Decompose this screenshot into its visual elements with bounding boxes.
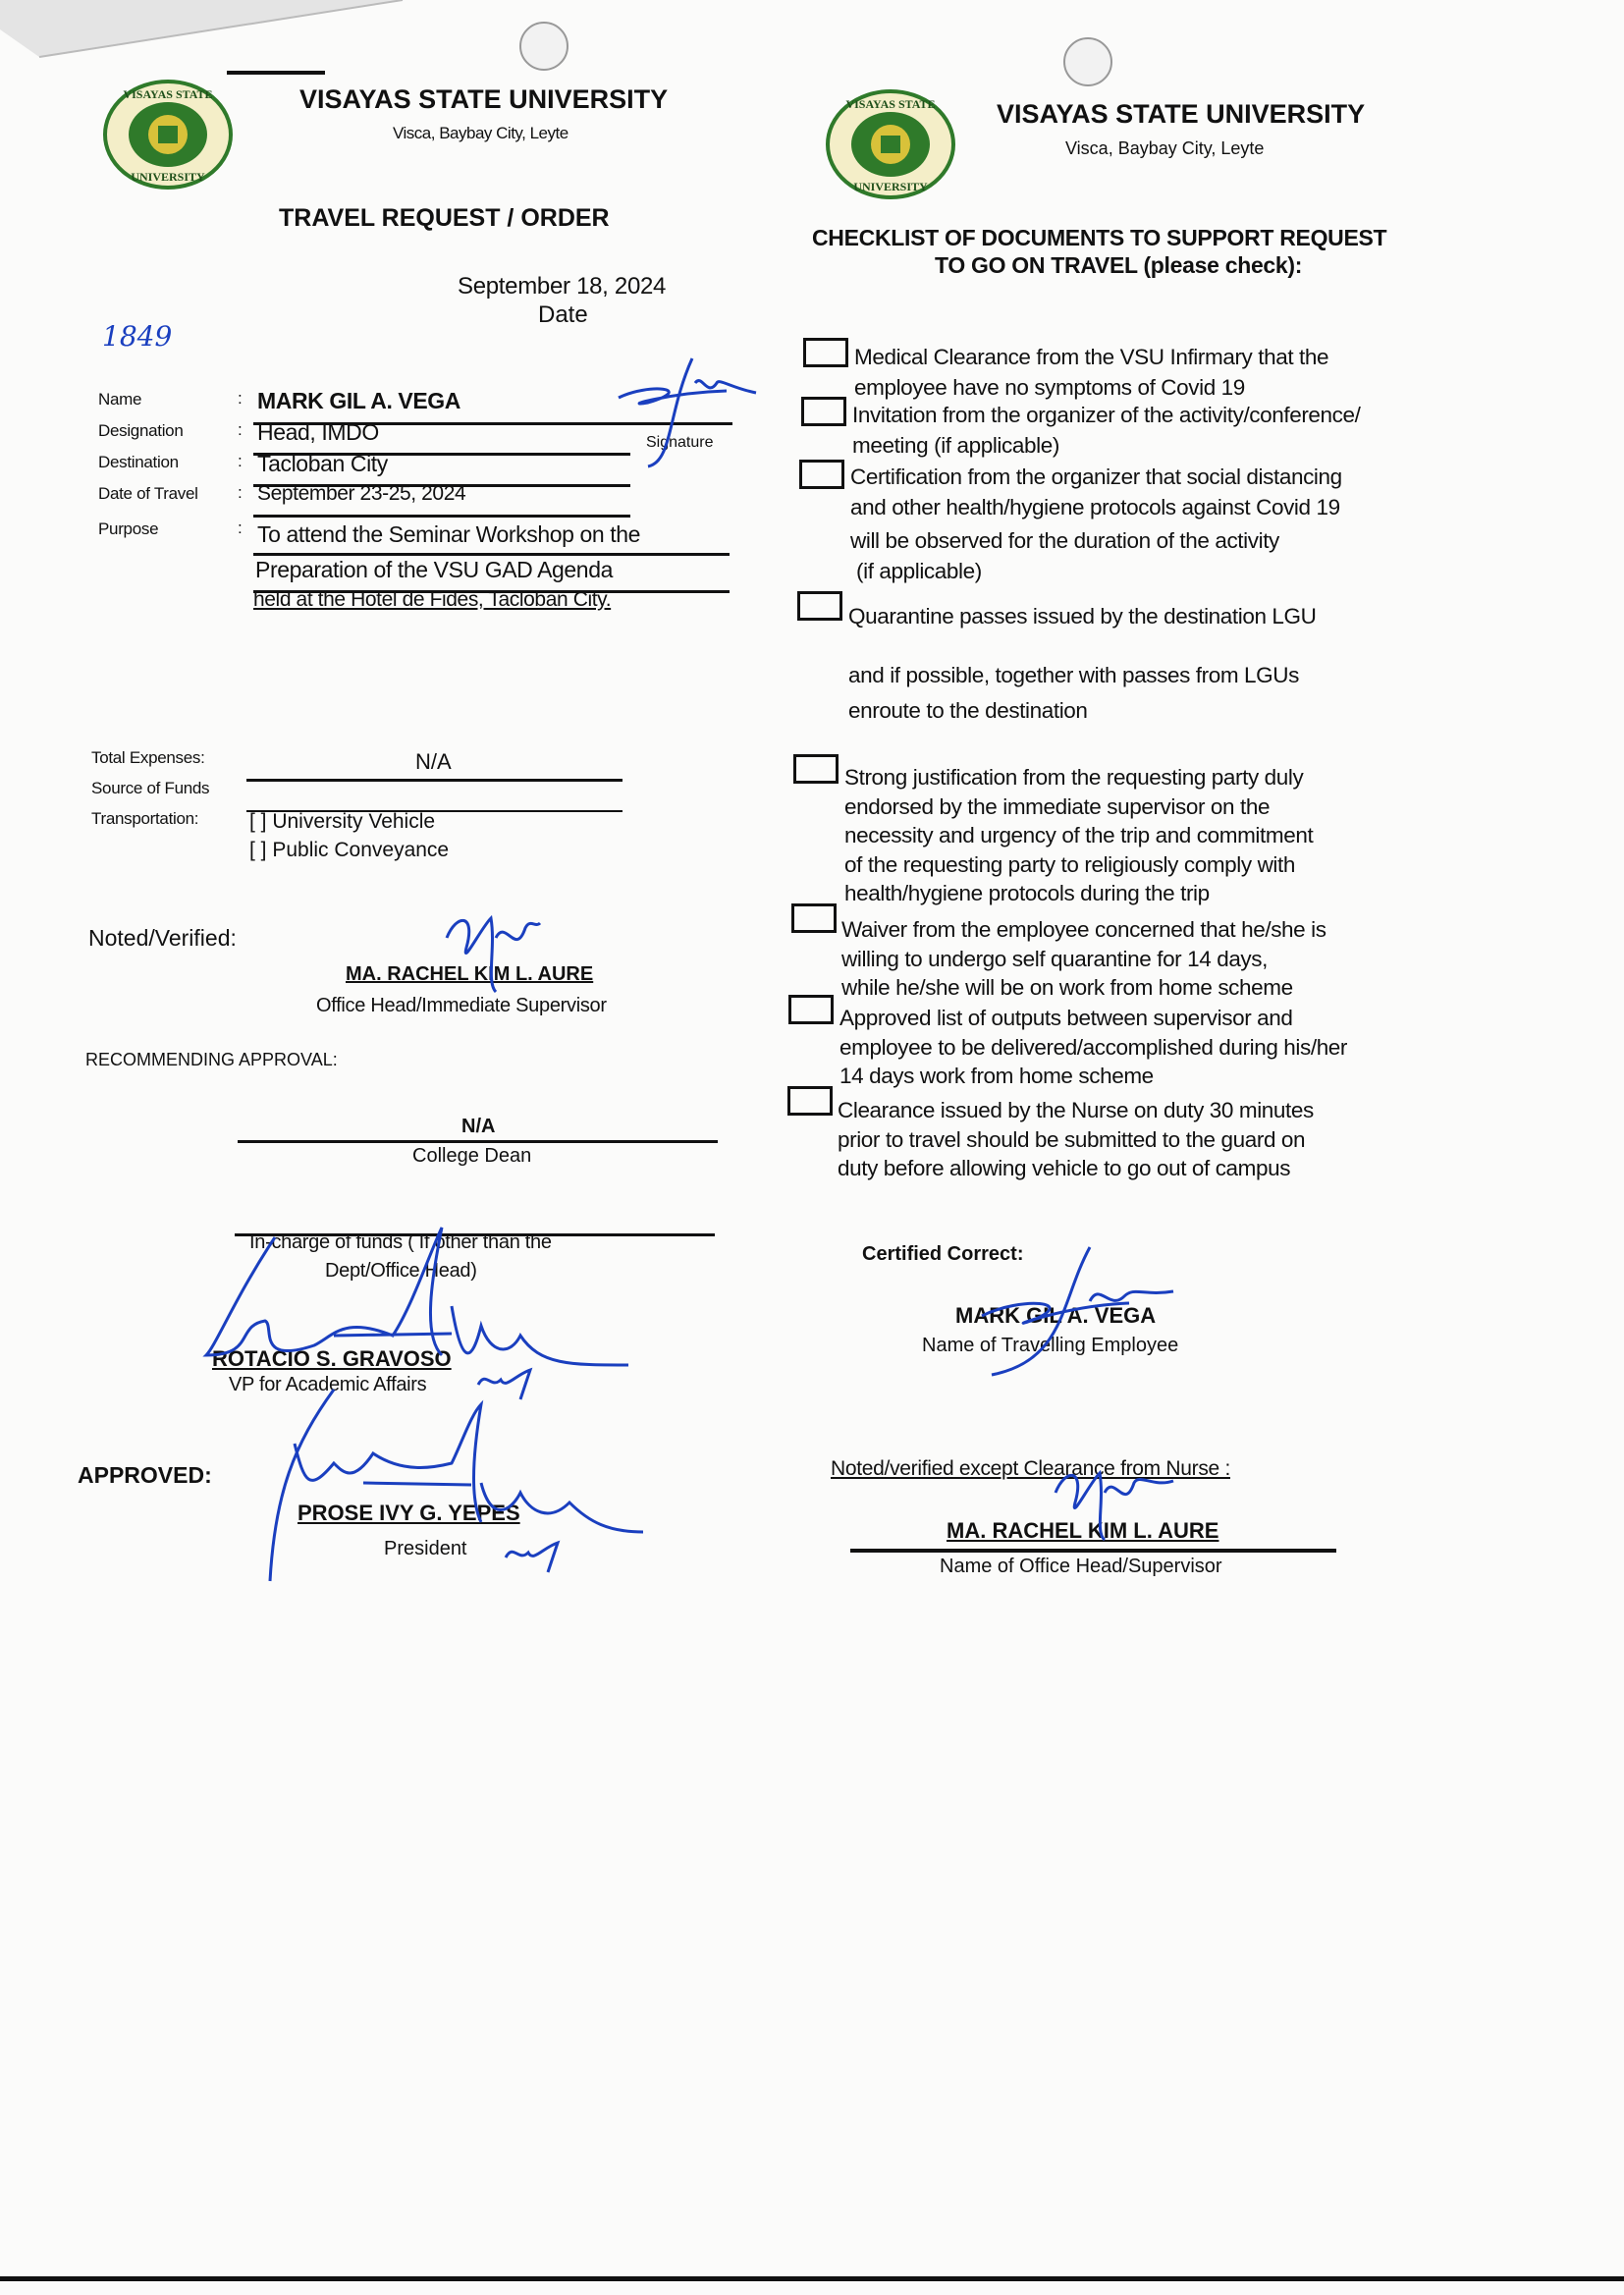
vp-signature [196,1218,638,1394]
purpose-underline [253,553,730,556]
item-line: Waiver from the employee concerned that he/she is [841,917,1326,942]
item-line: willing to undergo self quarantine for 14 days, [841,946,1268,971]
total-expenses-value: N/A [415,749,452,774]
item-line: health/hygiene protocols during the trip [844,881,1210,905]
approved-label: APPROVED: [78,1462,212,1488]
initials-mark [504,1538,563,1577]
item-line: while he/she will be on work from home scheme [841,975,1293,1000]
item-line: necessity and urgency of the trip and commitment [844,823,1314,847]
supervisor-title: Name of Office Head/Supervisor [940,1556,1222,1577]
checkbox-invitation[interactable] [801,397,846,426]
checklist-item-waiver [841,915,1326,1003]
purpose-label: Purpose [98,519,159,538]
university-seal-logo [825,88,956,200]
checkbox-waiver[interactable] [791,903,837,933]
item-line: employee have no symptoms of Covid 19 [854,375,1245,400]
funds-label-2: Dept/Office Head) [325,1260,477,1282]
control-number-handwritten: 1849 [102,320,173,353]
item-line: Invitation from the organizer of the activity/conference/ [852,403,1361,427]
date-label: Date [538,301,588,328]
checklist-item-medical-clearance [854,342,1328,403]
total-expenses-line [246,779,623,782]
signature-label: Signature [646,434,714,451]
vp-name: ROTACIO S. GRAVOSO [212,1346,452,1371]
item-line: and if possible, together with passes from LGUs [848,663,1299,687]
president-name: PROSE IVY G. YEPES [298,1501,520,1525]
employee-name: MARK GIL A. VEGA [955,1303,1157,1328]
checklist-item-invitation [852,400,1360,461]
university-address: Visca, Baybay City, Leyte [1065,138,1265,158]
destination-label: Destination [98,453,179,471]
option-public-conveyance[interactable]: [ ] Public Conveyance [249,839,450,861]
president-title: President [384,1538,467,1559]
item-line: Certification from the organizer that social distancing [850,464,1342,489]
university-seal-logo [102,79,234,191]
transportation-label: Transportation: [91,809,199,828]
checkbox-strong-justification[interactable] [793,754,839,784]
punch-hole [519,22,568,71]
checkbox-medical-clearance[interactable] [803,338,848,367]
source-of-funds-label: Source of Funds [91,779,210,797]
name-label: Name [98,390,142,409]
item-line: Clearance issued by the Nurse on duty 30 minutes [838,1098,1314,1122]
university-name: VISAYAS STATE UNIVERSITY [997,99,1366,129]
item-line: Strong justification from the requesting party duly [844,765,1304,790]
checklist-item-quarantine-passes [848,601,1317,726]
noted-except-label: Noted/verified except Clearance from Nurse : [831,1457,1230,1480]
colon: : [238,389,243,408]
colon: : [238,420,243,439]
svg-text:UNIVERSITY: UNIVERSITY [853,180,928,193]
option-university-vehicle[interactable]: [ ] University Vehicle [249,810,436,833]
dean-value: N/A [461,1116,496,1137]
checklist-item-strong-justification [844,763,1313,908]
colon: : [238,483,243,502]
request-date: September 18, 2024 [458,273,667,300]
dean-title: College Dean [412,1145,532,1167]
total-expenses-label: Total Expenses: [91,748,205,767]
vp-title: VP for Academic Affairs [229,1374,427,1395]
university-name: VISAYAS STATE UNIVERSITY [299,84,669,114]
employee-signature [972,1242,1188,1380]
bottom-edge-line [0,2276,1624,2281]
item-line: will be observed for the duration of the activity [850,528,1279,553]
item-line: employee to be delivered/accomplished during his/her [839,1034,1348,1060]
item-line: 14 days work from home scheme [839,1064,1154,1088]
destination-value: Tacloban City [257,451,388,476]
checklist-item-approved-outputs [839,1004,1347,1091]
punch-hole [1063,37,1112,86]
item-line: meeting (if applicable) [852,433,1059,458]
initials-mark [476,1365,535,1404]
checkbox-certification[interactable] [799,460,844,489]
supervisor-line [850,1549,1336,1553]
purpose-line-3: held at the Hotel de Fides, Tacloban City. [253,588,612,611]
svg-text:VISAYAS STATE: VISAYAS STATE [845,97,936,111]
date-of-travel-value: September 23-25, 2024 [257,482,466,505]
designation-label: Designation [98,421,184,440]
dean-line [238,1140,718,1143]
date-of-travel-line [253,515,630,518]
svg-text:UNIVERSITY: UNIVERSITY [131,170,205,184]
president-signature [255,1385,648,1591]
checkbox-nurse-clearance[interactable] [787,1086,833,1116]
recommending-approval-label: RECOMMENDING APPROVAL: [85,1050,338,1069]
name-value: MARK GIL A. VEGA [257,388,461,413]
form-title: TRAVEL REQUEST / ORDER [279,204,610,232]
university-address: Visca, Baybay City, Leyte [393,124,568,142]
noted-supervisor-title: Office Head/Immediate Supervisor [316,995,607,1016]
item-line: and other health/hygiene protocols against Covid 19 [850,495,1340,519]
colon: : [238,519,243,537]
noted-verified-label: Noted/Verified: [88,925,237,951]
supervisor-signature [1046,1463,1183,1542]
date-of-travel-label: Date of Travel [98,484,198,503]
certified-correct-label: Certified Correct: [862,1243,1024,1265]
colon: : [238,452,243,470]
purpose-line-2: Preparation of the VSU GAD Agenda [255,557,613,582]
item-line: prior to travel should be submitted to the guard on [838,1126,1306,1152]
funds-label-1: In-charge of funds ( If other than the [249,1231,552,1253]
noted-supervisor-name: MA. RACHEL KIM L. AURE [346,963,594,985]
employee-signature [609,354,766,471]
item-line: Medical Clearance from the VSU Infirmary that the [854,345,1329,369]
item-line: of the requesting party to religiously comply with [844,851,1295,877]
checklist-item-nurse-clearance [838,1096,1314,1183]
supervisor-signature [437,908,555,997]
checklist-item-certification [850,462,1342,586]
item-line: enroute to the destination [848,698,1088,723]
svg-text:VISAYAS STATE: VISAYAS STATE [123,87,213,101]
item-line: Quarantine passes issued by the destination LGU [848,604,1317,628]
designation-value: Head, IMDO [257,419,379,445]
purpose-line-1: To attend the Seminar Workshop on the [257,521,641,547]
header-bar [227,71,325,75]
employee-title: Name of Travelling Employee [922,1335,1179,1356]
paper-fold-corner [0,0,412,59]
checklist-title-1: CHECKLIST OF DOCUMENTS TO SUPPORT REQUEST [812,225,1387,250]
supervisor-name: MA. RACHEL KIM L. AURE [947,1518,1219,1543]
item-line: (if applicable) [856,559,982,583]
checkbox-quarantine-passes[interactable] [797,591,842,621]
item-line: endorsed by the immediate supervisor on the [844,793,1271,819]
item-line: Approved list of outputs between supervisor and [839,1006,1293,1030]
checkbox-approved-outputs[interactable] [788,995,834,1024]
checklist-title-2: TO GO ON TRAVEL (please check): [935,252,1303,278]
item-line: duty before allowing vehicle to go out of campus [838,1156,1291,1180]
